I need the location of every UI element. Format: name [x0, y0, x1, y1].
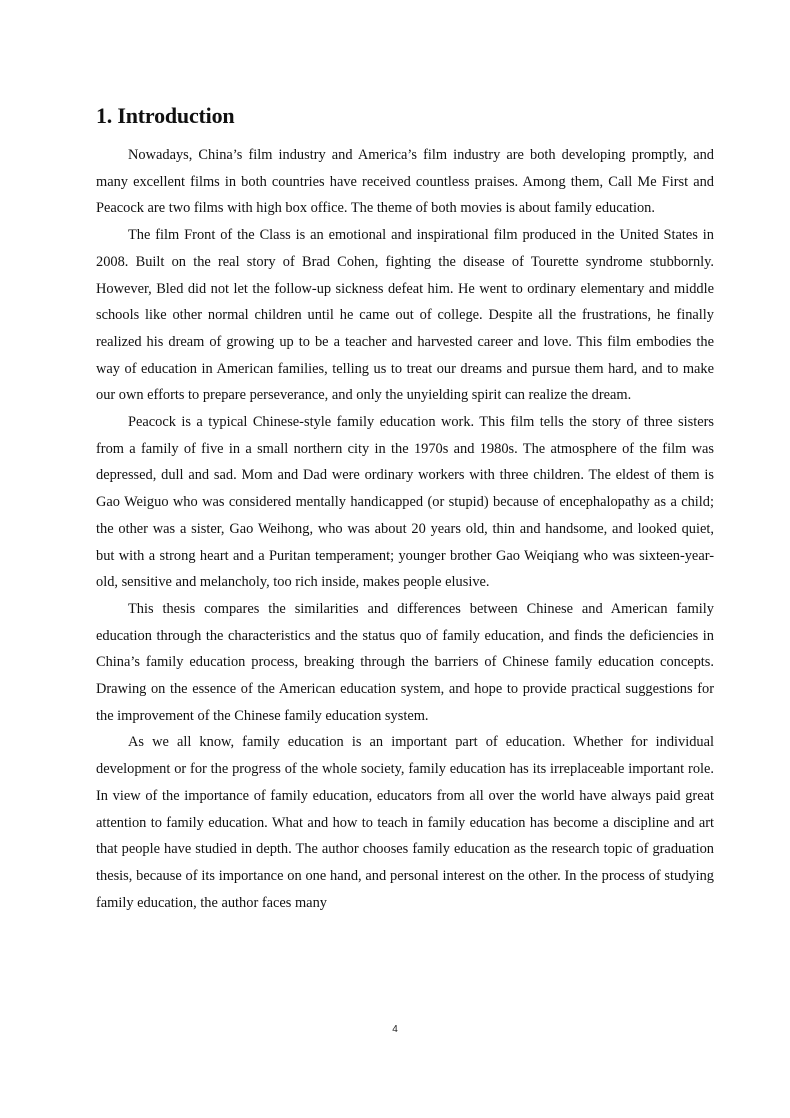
- paragraph: As we all know, family education is an important part of education. Whether for individual development or for the progress of the whole society, family education has its irreplaceable important role. In view of the importance of family education, educators from all over the world have always paid great attention to family education. What and how to teach in family education has become a discipline and art that people have studied in depth. The author chooses family education as the research topic of graduation thesis, because of its importance on one hand, and personal interest on the other. In the process of studying family education, the author faces many: [96, 734, 714, 911]
- page-number: 4: [392, 1024, 398, 1035]
- paragraph: Peacock is a typical Chinese-style family education work. This film tells the story of three sisters from a family of five in a small northern city in the 1970s and 1980s. The atmosphere of the film was depressed, dull and sad. Mom and Dad were ordinary workers with three children. The eldest of them is Gao Weiguo who was considered mentally handicapped (or stupid) because of encephalopathy as a child; the other was a sister, Gao Weihong, who was about 20 years old, thin and handsome, and looked quiet, but with a strong heart and a Puritan temperament; younger brother Gao Weiqiang who was sixteen-year-old, sensitive and melancholy, too rich inside, makes people elusive.: [96, 414, 714, 591]
- section-heading: 1. Introduction: [96, 103, 235, 128]
- paragraph: Nowadays, China’s film industry and America’s film industry are both developing promptly, and many excellent films in both countries have received countless praises. Among them, Call Me First and Peacock are two films with high box office. The theme of both movies is about family education.: [96, 147, 714, 217]
- paragraph: The film Front of the Class is an emotional and inspirational film produced in the United States in 2008. Built on the real story of Brad Cohen, fighting the disease of Tourette syndrome stubbornly. However, Bled did not let the follow-up sickness defeat him. He went to ordinary elementary and middle schools like other normal children until he came out of college. Despite all the frustrations, he finally realized his dream of growing up to be a teacher and harvested career and love. This film embodies the way of education in American families, telling us to treat our dreams and pursue them hard, and to make our own efforts to prepare perseverance, and only the unyielding spirit can realize the dream.: [96, 227, 714, 404]
- paragraph: This thesis compares the similarities and differences between Chinese and American family education through the characteristics and the status quo of family education, and finds the deficiencies in China’s family education process, breaking through the barriers of Chinese family education concepts. Drawing on the essence of the American education system, and hope to provide practical suggestions for the improvement of the Chinese family education system.: [96, 600, 714, 724]
- page-body: [96, 100, 714, 916]
